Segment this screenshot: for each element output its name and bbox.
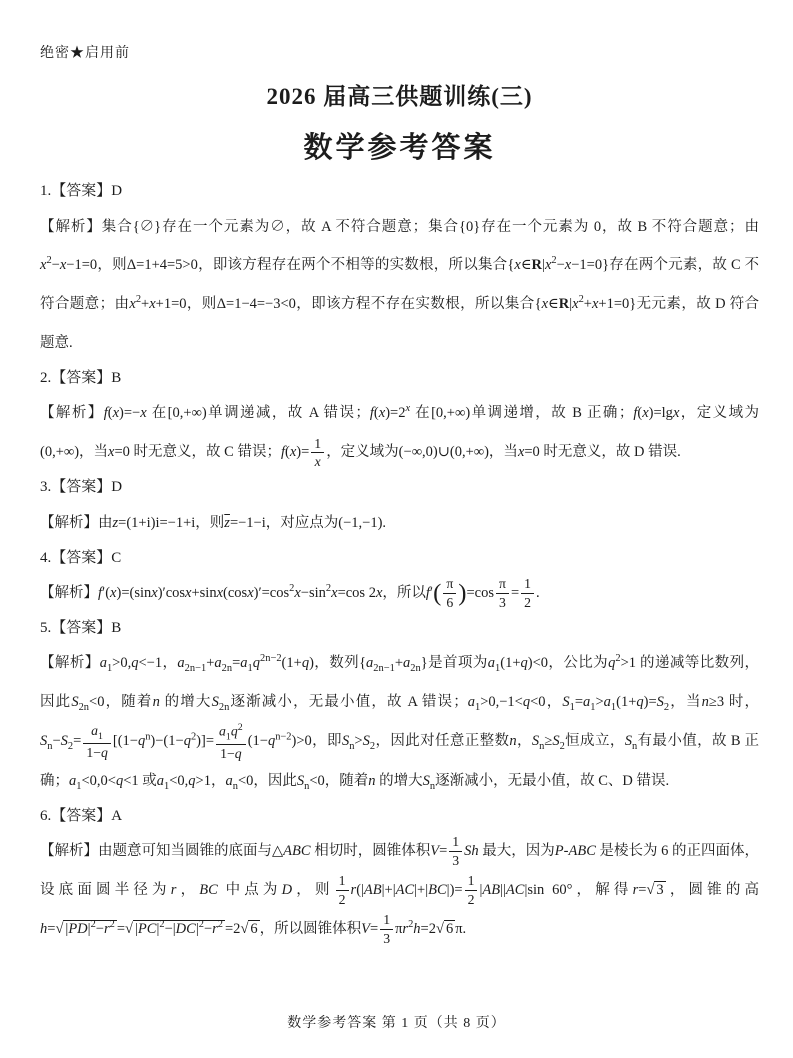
answer-block-5 — [40, 613, 759, 801]
analysis-paragraph-4: 【解析】$f'(x)=(\sin x)'\cos x+\sin x(\cos x)'=\cos^2x-\sin^2x=\cos$ 2x，所以f′( $\frac{\pi}{6}$ )=cos $\frac{\pi}{3}$ = $\frac{1}{2}$ . — [40, 576, 540, 611]
analysis-paragraph-6: 【解析】由题意可知当圆锥的底面与△ABC 相切时，圆锥体积V= $\frac{1}{3}$ Sh 最大，因为P-ABC 是棱长为 6 的正四面体，设底面圆半径为r，BC 中点为D，则 $\frac{1}{2}$ r(|AB|+|AC|+|BC|)= $\frac{1}{2}$ |AB||AC|sin 60°，解得r= √ 3 ，圆锥的高 h= √ $|PD|^2-r^2$ = √ $|PC|^2-|DC|^2-r^2 =2$ √ 6 ，所以圆锥体积V= $\frac{1}{3}$ $\pi r^2h=2$ √ 6 π. — [40, 832, 759, 949]
analysis-paragraph-2: 【解析】f(x)=−x 在[0,+∞)单调递减，故 A 错误；$f(x)=2^x$ 在[0,+∞)单调递增，故 B 正确；f(x)=lgx，定义域为(0,+∞)，当x=0 时无意义，故 C 错误；f(x)= $\frac{1}{x}$ ，定义域为(−∞,0)∪(0,+∞)，当x=0 时无意义，故 D 错误. — [40, 403, 760, 470]
analysis-paragraph-5: 【解析】$a_1>0,q<-1$，$a_{2n-1}+a_{2n}=a_1q^{2n-2}(1+q)$，数列$\{a_{2n-1}+a_{2n}\}$是首项为$a_1(1+q)<0$，公比为$q^2>1$ 的递减等比数列，因此$S_{2n}<0$，随着n 的增大$S_{2n}$逐渐减小，无最小值，故 A 错误；$a_1>0,-1<q<0$，$S_1=a_1>a_1(1+q)=S_2$，当n≥3 时，$S_n-S_2=$ $\frac{a_1}{1-q}$ $[(1-q^n)-(1-q^2)]=$ $\frac{a_1q^2}{1-q}$ $(1-q^{n-2})>0$，即$S_n>S_2$，因此对任意正整数n，$S_n\ge S_2$恒成立，$S_n$有最小值，故 B 正确；$a_1<0,0<q<1$ 或$a_1<0,q>1$，$a_n<0$，因此$S_n<0$，随着n 的增大$S_n$逐渐减小，无最小值，故 C、D 错误. — [40, 653, 760, 792]
page-footer: 数学参考答案 第 1 页（共 8 页） — [287, 1016, 506, 1031]
answer-block-6 — [40, 801, 759, 949]
classification-label: 绝密★启用前 — [40, 46, 130, 61]
answer-line-4: 4.【答案】C — [40, 549, 122, 566]
exam-title: 2026 届高三供题训练(三) — [266, 84, 533, 109]
answer-line-3: 3.【答案】D — [40, 479, 123, 496]
answer-block-4 — [40, 543, 759, 613]
answer-block-1 — [40, 176, 759, 363]
answer-line-6: 6.【答案】A — [40, 807, 123, 824]
answer-line-5: 5.【答案】B — [40, 619, 122, 636]
analysis-paragraph-1: 【解析】集合{∅}存在一个元素为∅，故 A 不符合题意；集合{0}存在一个元素为 0，故 B 不符合题意；由$x^2-x-1=0$，则Δ=1+4=5>0，即该方程存在两个不相等的实数根，所以集合$\{x\in R|x^2-x-1=0\}$存在两个元素，故 C 不符合题意；由$x^2+x+1=0$，则Δ=1−4=−3<0，即该方程不存在实数根，所以集合$\{x\in R|x^2+x+1=0\}$无元素，故 D 符合题意. — [40, 218, 760, 352]
answer-line-1: 1.【答案】D — [40, 183, 123, 199]
answer-block-3 — [40, 472, 759, 542]
answers-title: 数学参考答案 — [303, 132, 496, 164]
analysis-paragraph-3: 【解析】由z=(1+i)i=−1+i，则$\overline{z}=-1-i$，对应点为(−1,−1). — [40, 514, 387, 531]
answer-line-2: 2.【答案】B — [40, 369, 122, 386]
answer-block-2 — [40, 363, 759, 472]
